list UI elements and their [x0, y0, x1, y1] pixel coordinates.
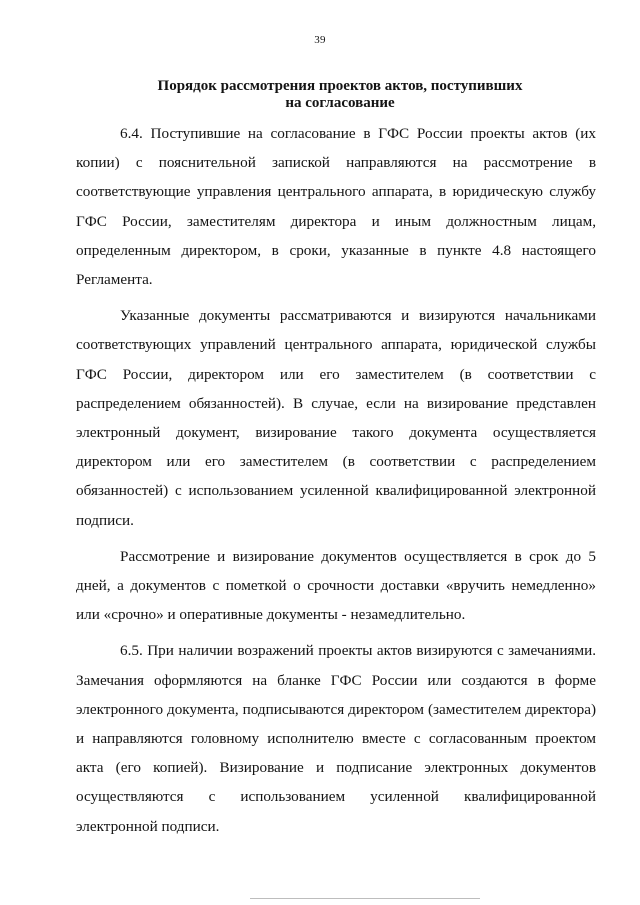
paragraph-6-4: 6.4. Поступившие на согласование в ГФС России проекты актов (их копии) с пояснительной запиской направляются на рассмотрение в соответствующие управления центрального аппарата, в юридическую службу ГФС России, заместителям директора и иным должностным лицам, определенным директором, в сроки, указанные в пункте 4.8 настоящего Регламента. — [76, 125, 596, 289]
section-heading — [70, 78, 610, 112]
paragraph-6-5: 6.5. При наличии возражений проекты актов визируются с замечаниями. Замечания оформляются на бланке ГФС России или создаются в форме электронного документа, подписываются директором (заместителем директора) и направляются головному исполнителю вместе с согласованным проектом акта (его копией). Визирование и подписание электронных документов осуществляются с использованием усиленной квалифицированной электронной подписи. — [76, 642, 596, 835]
paragraph-gap — [76, 294, 596, 301]
document-body — [76, 119, 596, 841]
paragraph-review-visa: Указанные документы рассматриваются и визируются начальниками соответствующих управлений центрального аппарата, юридической службы ГФС России, директором или его заместителем (в соответствии с распределением обязанностей). В случае, если на визирование представлен электронный документ, визирование такого документа осуществляется директором или его заместителем (в соответствии с распределением обязанностей) с использованием усиленной квалифицированной электронной подписи. — [76, 307, 596, 529]
paragraph-gap — [76, 629, 596, 636]
scan-edge-line — [250, 898, 480, 899]
paragraph-gap — [76, 535, 596, 542]
section-heading-line-2: на согласование — [285, 95, 395, 111]
page-number: 39 — [314, 34, 326, 46]
section-heading-line-1: Порядок рассмотрения проектов актов, поступивших — [157, 78, 523, 94]
paragraph-review-term: Рассмотрение и визирование документов осуществляется в срок до 5 дней, а документов с пометкой о срочности доставки «вручить немедленно» или «срочно» и оперативные документы - незамедлительно. — [76, 547, 596, 624]
